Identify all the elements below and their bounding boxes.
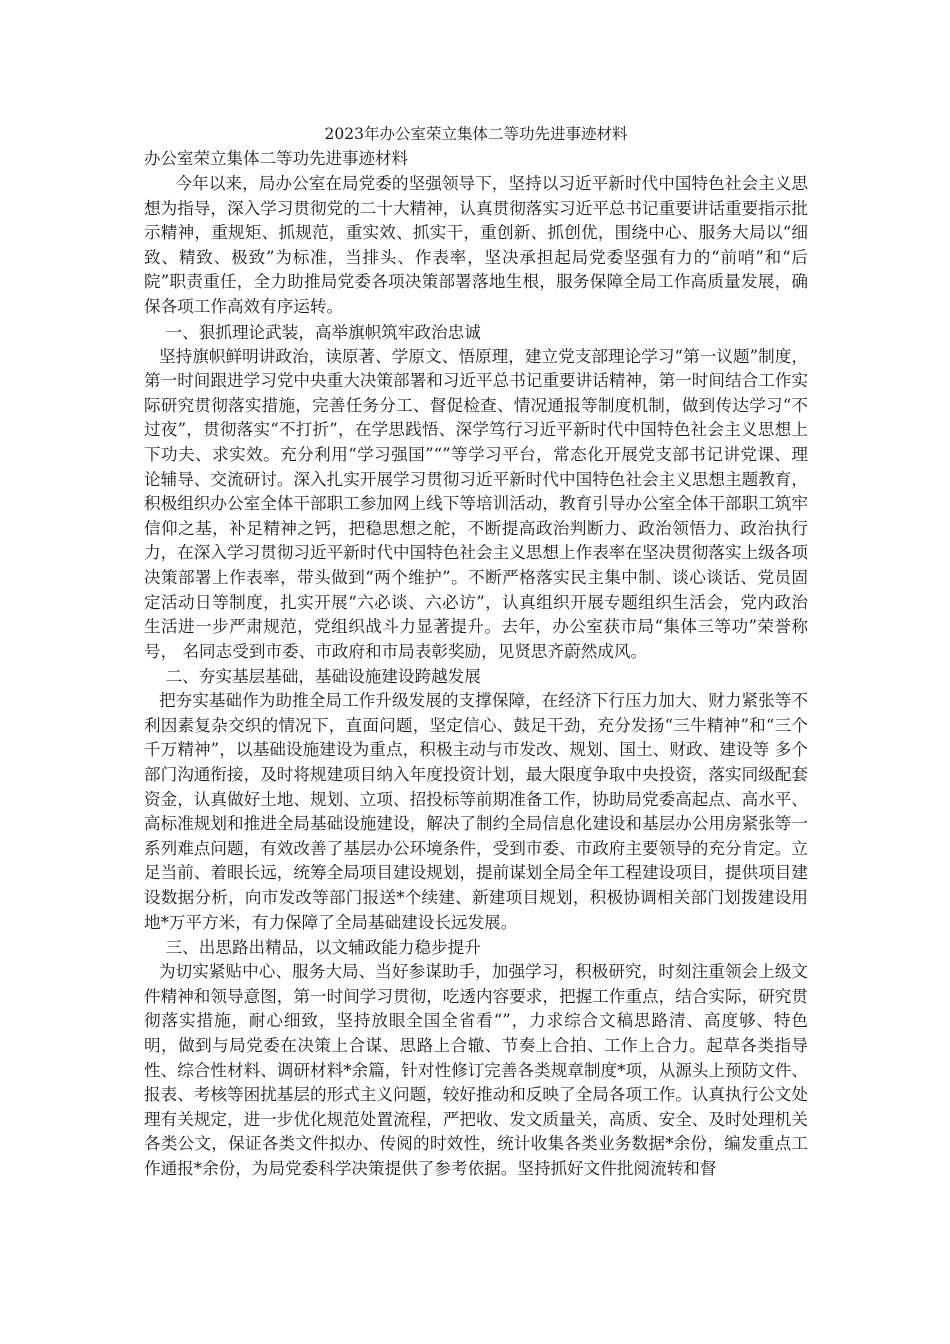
section-3-heading: 三、出思路出精品，以文辅政能力稳步提升 xyxy=(165,938,481,958)
section-1-heading: 一、狠抓理论武装，高举旗帜筑牢政治忠诚 xyxy=(165,322,481,342)
document-title: 2023年办公室荣立集体二等功先进事迹材料 xyxy=(324,125,628,143)
section-3-body: 为切实紧贴中心、服务大局、当好参谋助手，加强学习，积极研究，时刻注重领会上级文件精神和领导意图，第一时间学习贯彻，吃透内容要求，把握工作重点，结合实际，研究贯彻落实措施，耐心细致，坚持放眼全国全省看“”，力求综合文稿思路清、高度够、特色明，做到与局党委在决策上合谋、思路上合辙、节奏上合拍、工作上合力。起草各类指导性、综合性材料、调研材料*余篇，针对性修订完善各类规章制度*项，从源头上预防文件、报表、考核等困扰基层的形式主义问题，较好推动和反映了全局各项工作。认真执行公文处理有关规定，进一步优化规范处置流程，严把收、发文质量关，高质、安全、及时处理机关各类公文，保证各类文件拟办、传阅的时效性，统计收集各类业务数据*余份，编发重点工作通报*余份，为局党委科学决策提供了参考依据。坚持抓好文件批阅流转和督 xyxy=(144,962,808,1178)
section-2-heading: 二、夯实基层基础，基础设施建设跨越发展 xyxy=(165,667,481,687)
document-page xyxy=(144,122,808,1182)
document-subtitle: 办公室荣立集体二等功先进事迹材料 xyxy=(144,149,408,168)
section-2-body: 把夯实基础作为助推全局工作升级发展的支撑保障，在经济下行压力加大、财力紧张等不利因素复杂交织的情况下，直面问题，坚定信心、鼓足干劲，充分发扬“三牛精神”和“三个千万精神”，以基础设施建设为重点，积极主动与市发改、规划、国土、财政、建设等 多个部门沟通衔接，及时将规建项目纳入年度投资计划，最大限度争取中央投资，落实同级配套资金，认真做好土地、规划、立项、招投标等前期准备工作，协助局党委高起点、高水平、高标准规划和推进全局基础设施建设，解决了制约全局信息化建设和基层办公用房紧张等一系列难点问题，有效改善了基层办公环境条件，受到市委、市政府主要领导的充分肯定。立足当前、着眼长远，统筹全局项目建设规划，提前谋划全局全年工程建设项目，提供项目建设数据分析，向市发改等部门报送*个续建、新建项目规划，积极协调相关部门划拨建设用地*万平方米，有力保障了全局基础建设长远发展。 xyxy=(144,691,808,932)
section-1-body: 坚持旗帜鲜明讲政治，读原著、学原文、悟原理，建立党支部理论学习“第一议题”制度，第一时间跟进学习党中央重大决策部署和习近平总书记重要讲话精神，第一时间结合工作实际研究贯彻落实措施，完善任务分工、督促检查、情况通报等制度机制，做到传达学习“不过夜”，贯彻落实“不打折”，在学思践悟、深学笃行习近平新时代中国特色社会主义思想上下功夫、求实效。充分利用“学习强国”“”等学习平台，常态化开展党支部书记讲党课、理论辅导、交流研讨。深入扎实开展学习贯彻习近平新时代中国特色社会主义思想主题教育，积极组织办公室全体干部职工参加网上线下等培训活动，教育引导办公室全体干部职工筑牢信仰之基，补足精神之钙，把稳思想之舵，不断提高政治判断力、政治领悟力、政治执行力，在深入学习贯彻习近平新时代中国特色社会主义思想上作表率在坚决贯彻落实上级各项决策部署上作表率，带头做到“两个维护”。不断严格落实民主集中制、谈心谈话、党员固定活动日等制度，扎实开展“六必谈、六必访”，认真组织开展专题组织生活会，党内政治生活进一步严肃规范，党组织战斗力显著提升。去年，办公室获市局“集体三等功”荣誉称号， 名同志受到市委、市政府和市局表彰奖励，见贤思齐蔚然成风。 xyxy=(144,346,808,661)
intro-paragraph: 今年以来，局办公室在局党委的坚强领导下，坚持以习近平新时代中国特色社会主义思想为指导，深入学习贯彻党的二十大精神，认真贯彻落实习近平总书记重要讲话重要指示批示精神，重规矩、抓规范，重实效、抓实干，重创新、抓创优，围绕中心、服务大局以“细致、精致、极致”为标准，当排头、作表率，坚决承担起局党委坚强有力的“前哨”和“后院”职责重任，全力助推局党委各项决策部署落地生根，服务保障全局工作高质量发展，确保各项工作高效有序运转。 xyxy=(144,174,808,316)
